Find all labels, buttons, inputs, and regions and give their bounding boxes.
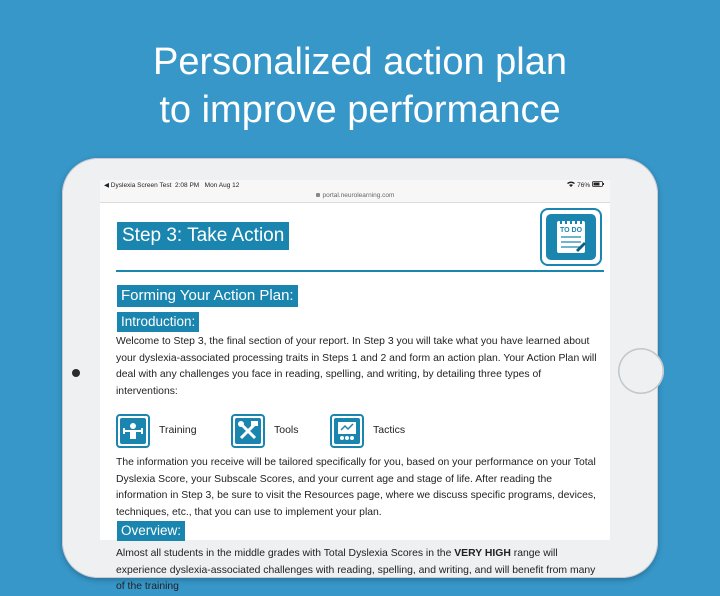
score-range-highlight: VERY HIGH — [454, 548, 511, 559]
tactics-icon — [330, 414, 364, 448]
forming-heading: Forming Your Action Plan: — [117, 285, 298, 307]
headline-line-2: to improve performance — [159, 89, 561, 131]
intro-heading: Introduction: — [117, 312, 199, 332]
tablet-screen — [100, 180, 610, 592]
lock-icon — [316, 193, 320, 197]
overview-text: Almost all students in the middle grades with Total Dyslexia Scores in the VERY HIGH range will experience dyslexia-associated challenges with reading, spelling, and writing, and will benefit from many of the training — [116, 548, 596, 592]
intervention-label: Tactics — [373, 424, 406, 436]
back-to-app-link[interactable]: ◀ Dyslexia Screen Test — [104, 182, 172, 189]
battery-percent: 76% — [577, 182, 591, 189]
todo-icon-label: TO DO — [559, 227, 583, 234]
todo-icon — [540, 208, 602, 266]
wifi-icon — [567, 182, 577, 189]
overview-heading: Overview: — [117, 521, 185, 541]
home-button[interactable] — [618, 348, 664, 394]
intro-text: Welcome to Step 3, the final section of your report. In Step 3 you will take what you have learned about your dyslexia-associated processing traits in Steps 1 and 2 and form an action plan. Your Action Plan will deal with any challenges you face in reading, spelling, and writing, by detailing three types of interventions: — [116, 336, 597, 397]
headline-line-1: Personalized action plan — [152, 41, 568, 83]
training-icon — [116, 414, 150, 448]
info-text: The information you receive will be tailored specifically for you, based on your performance on your Total Dyslexia Score, your Subscale Scores, and your current age and stage of life. After reading the information in Step 3, be sure to visit the Resources page, where we discuss specific programs, devices, techniques, etc., that you can use to implement your plan. — [116, 457, 596, 518]
status-time: 2:08 PM — [175, 182, 200, 189]
intervention-label: Training — [159, 424, 197, 436]
url-bar[interactable] — [100, 191, 610, 203]
battery-icon — [592, 182, 604, 189]
interventions-list — [116, 414, 604, 450]
intervention-label: Tools — [274, 424, 299, 436]
headline — [0, 38, 720, 134]
status-date: Mon Aug 12 — [204, 182, 240, 189]
camera-icon — [72, 369, 80, 377]
divider — [116, 270, 604, 272]
status-bar — [100, 180, 610, 191]
page-title: Step 3: Take Action — [117, 222, 289, 250]
tools-icon — [231, 414, 265, 448]
url-text: portal.neurolearning.com — [322, 192, 395, 199]
